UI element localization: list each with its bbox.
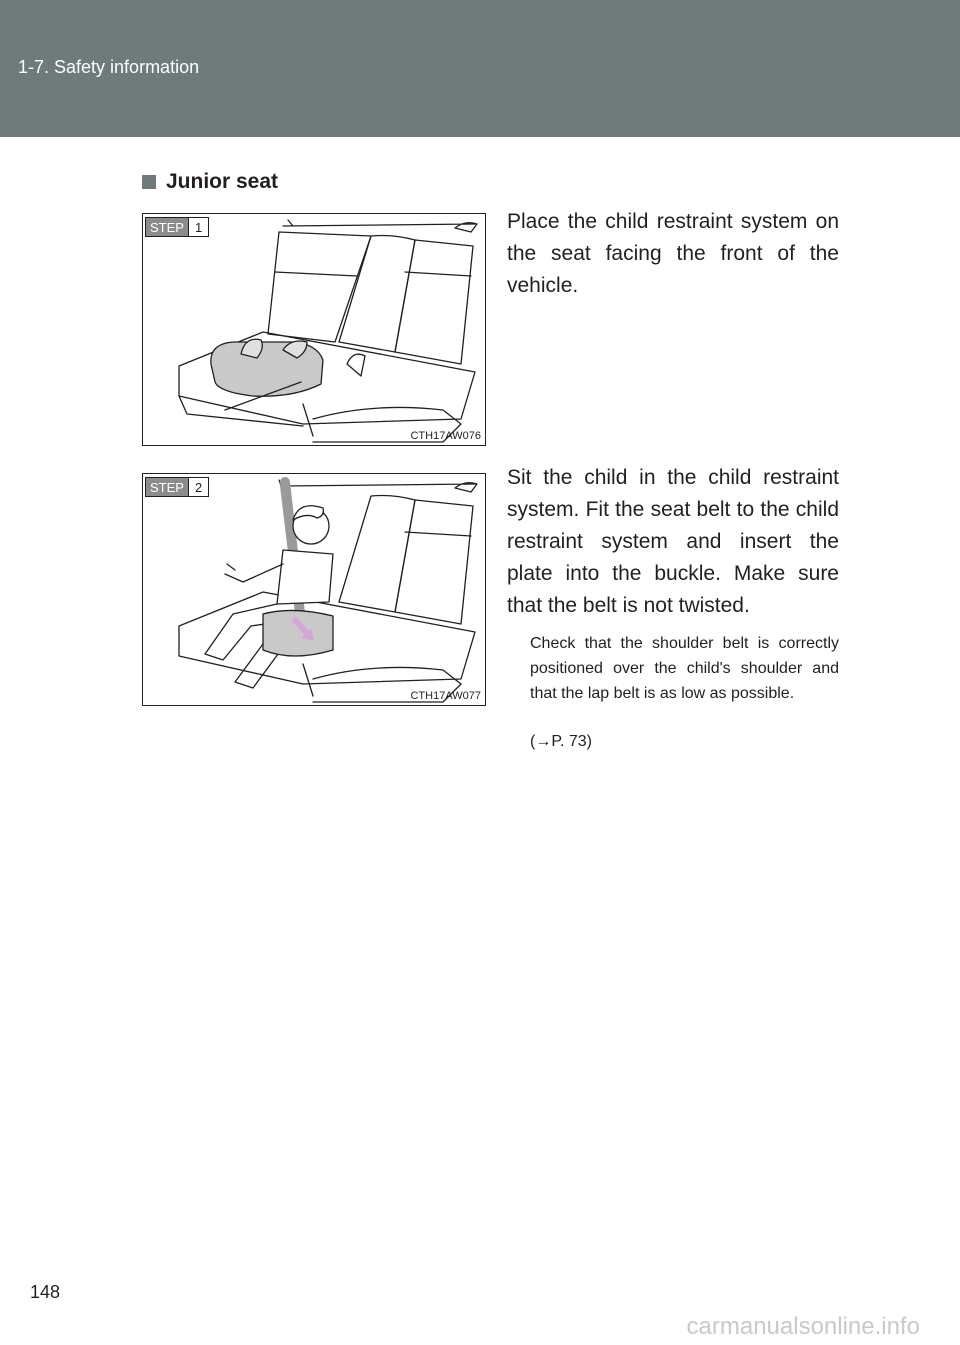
- figure-step-1: [142, 213, 486, 446]
- step-number: 1: [189, 217, 209, 237]
- step-label: STEP: [145, 217, 189, 237]
- figure-step-2: [142, 473, 486, 706]
- junior-seat-illustration: [143, 214, 485, 445]
- square-bullet-icon: [142, 175, 156, 189]
- step-1-text: Place the child restraint system on the seat facing the front of the vehicle.: [507, 210, 839, 297]
- section-heading: [142, 170, 278, 194]
- section-label: 1-7. Safety information: [18, 57, 200, 77]
- heading-text: Junior seat: [166, 170, 279, 193]
- step-badge: [145, 217, 209, 237]
- child-in-junior-seat-illustration: [143, 474, 485, 705]
- figure-code: CTH17AW076: [410, 430, 481, 442]
- watermark: carmanualsonline.info: [686, 1313, 920, 1340]
- figure-code: CTH17AW077: [410, 690, 481, 702]
- page-reference-link[interactable]: (→P. 73): [530, 733, 592, 750]
- step-2-note: Check that the shoulder belt is correctly positioned over the child's shoulder and that the lap belt is as low as possible.: [530, 635, 839, 702]
- page-number: 148: [30, 1282, 61, 1302]
- step-number: 2: [189, 477, 209, 497]
- header-band: [0, 0, 960, 137]
- step-2-text: Sit the child in the child restraint system. Fit the seat belt to the child restraint system and insert the plate into the buckle. Make sure that the belt is not twisted.: [507, 466, 839, 617]
- step-label: STEP: [145, 477, 189, 497]
- step-badge: [145, 477, 209, 497]
